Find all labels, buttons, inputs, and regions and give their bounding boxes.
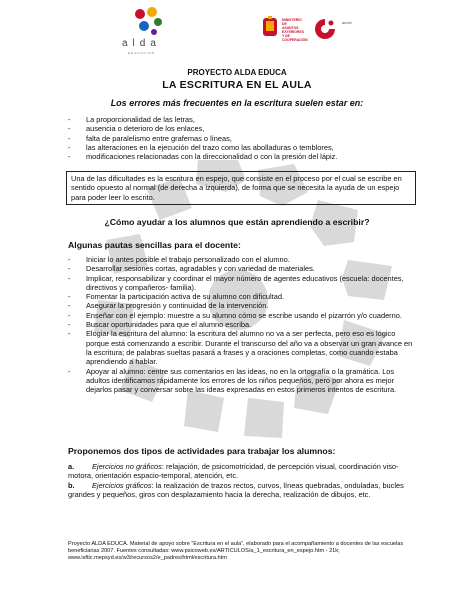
activities-list [68,462,410,500]
list-item: - Iniciar lo antes posible el trabajo personalizado con el alumno. [68,255,414,264]
activity-label: b. [68,480,75,490]
aecid-label: aecid [342,20,352,25]
activity-label: a. [68,462,75,471]
pautas-list [68,255,414,394]
list-item: - Buscar oportunidades para que el alumno escriba. [68,320,414,329]
project-kicker: PROYECTO ALDA EDUCA [187,68,287,77]
list-item: - falta de paralelismo entre grafemas o líneas, [68,134,408,143]
page-title: LA ESCRITURA EN EL AULA [162,79,312,91]
mirror-writing-box: Una de las dificultades es la escritura en espejo, que consiste en el proceso por el cual se escribe en sentido opuesto al normal (de derecha a izquierda), de forma que se necesita la ayuda de un espejo para poder leer lo escrito. [66,171,416,205]
alda-logo-word: alda [122,38,161,49]
activity-item [68,481,410,500]
list-item: - Implicar, responsabilizar y coordinar el mayor número de agentes educativos (escuela: docentes, directivos y compañeros- familia). [68,274,414,293]
cooperacion-espanola-icon [312,16,338,42]
activity-name: Ejercicios gráficos [92,480,152,490]
activities-heading: Proponemos dos tipos de actividades para trabajar los alumnos: [68,446,336,456]
activity-text: : relajación, de psicomotricidad, de percepción visual, coordinación viso-motora, orientación espacio-temporal, atención, etc. [68,462,399,481]
list-item: - Desarrollar sesiones cortas, agradables y con variedad de materiales. [68,264,414,273]
government-logos [262,14,382,48]
list-item: - Fomentar la participación activa de su alumno con dificultad. [68,292,414,301]
ministry-name: MINISTERIO DE ASUNTOS EXTERIORES Y DE COOPERACIÓN [282,18,308,42]
list-item: - Apoyar al alumno: centre sus comentarios en las ideas, no en la ortografía o la gramática. Los adultos identificamos rápidamente los errores de los niños pequeños, pero por ahora es mejor dejarlos pasar y conversar sobre las ideas expresadas en estos primeros intentos de escritura. [68,367,414,395]
footer-note: Proyecto ALDA EDUCA. Material de apoyo sobre “Escritura en el aula”, elaborado para el acompañamiento a docentes de las escuelas beneficiarias 2007. Fuentes consultadas: www.psicoweb.es/ARTICULOS/a_1_escritura_en_espejo.htm - 21k; www.isftic.mepsyd.es/w3/recursos2/e_padres/html/escritura.htm [68,541,404,561]
list-item: - La proporcionalidad de las letras, [68,115,408,124]
coat-of-arms-icon [262,16,278,40]
activity-name: Ejercicios no gráficos [92,462,162,471]
list-item: - Elogiar la escritura del alumno: la escritura del alumno no va a ser perfecta, pero eso es lógico porque está comenzando a escribir. Durante el transcurso del año va a observar un gran avance en la escritura; de palabras sueltas pasará a frases y a oraciones completas, como cuando estaba aprendiendo a hablar. [68,329,414,366]
pautas-heading: Algunas pautas sencillas para el docente: [68,240,241,250]
alda-logo [118,6,180,54]
alda-logo-mark [130,6,166,38]
errors-subtitle: Los errores más frecuentes en la escritura suelen estar en: [110,98,364,108]
list-item: - Asegurar la progresión y continuidad de la intervención. [68,301,414,310]
list-item: - ausencia o deterioro de los enlaces, [68,124,408,133]
list-item: - Enseñar con el ejemplo: muestre a su alumno cómo se escribe usando el pizarrón y/o cuaderno. [68,311,414,320]
list-item: - modificaciones relacionadas con la direccionalidad o con la presión del lápiz. [68,152,408,161]
activity-text: : la realización de trazos rectos, curvos, líneas quebradas, onduladas, bucles grandes y pequeños, giros con desplazamiento hacia la derecha, realización de dibujos, etc. [68,480,404,500]
errors-list [68,115,408,161]
list-item: - las alteraciones en la ejecución del trazo como las abolladuras o temblores, [68,143,408,152]
activity-item [68,462,410,481]
help-question-heading: ¿Cómo ayudar a los alumnos que están aprendiendo a escribir? [104,217,370,227]
alda-logo-sub: EDUCACION [128,51,156,55]
